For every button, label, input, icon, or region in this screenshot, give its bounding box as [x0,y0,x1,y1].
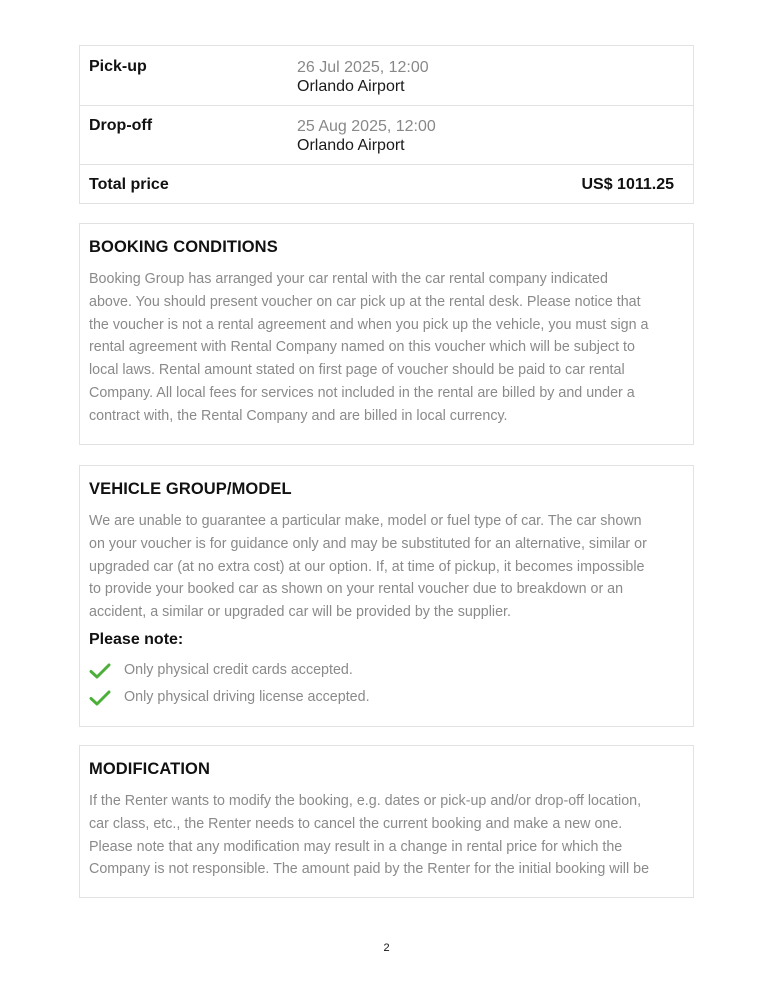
paragraph-line: Company. All local fees for services not included in the rental are billed by and under a [89,384,635,401]
dropoff-row [80,105,693,165]
paragraph-line: Company is not responsible. The amount paid by the Renter for the initial booking will be [89,861,650,878]
total-price-value: US$ 1011.25 [581,176,674,193]
page-number: 2 [383,942,390,954]
dropoff-location: Orlando Airport [297,137,405,154]
paragraph-line: We are unable to guarantee a particular make, model or fuel type of car. The car shown [89,513,642,529]
dropoff-label: Drop-off [89,117,153,134]
modification-text [89,790,689,881]
paragraph-line: Booking Group has arranged your car rental with the car rental company indicated [89,271,608,287]
total-price-row [80,164,693,204]
total-price-label: Total price [89,176,169,193]
modification-title: MODIFICATION [89,760,210,778]
paragraph-line: car class, etc., the Renter needs to cancel the current booking and make a new one. [89,815,623,832]
booking-conditions-section [79,223,694,445]
vehicle-group-title: VEHICLE GROUP/MODEL [89,480,292,498]
modification-section [79,745,694,898]
booking-summary-table [79,45,694,204]
pickup-label: Pick-up [89,58,147,75]
pickup-location: Orlando Airport [297,78,405,95]
paragraph-line: local laws. Rental amount stated on first page of voucher should be paid to car rental [89,362,625,379]
paragraph-line: above. You should present voucher on car pick up at the rental desk. Please notice that [89,293,641,310]
pickup-datetime: 26 Jul 2025, 12:00 [297,59,429,76]
paragraph-line: If the Renter wants to modify the booking, e.g. dates or pick-up and/or drop-off location, [89,793,642,809]
vehicle-group-text [89,510,689,624]
vehicle-group-section [79,465,694,727]
please-note-heading: Please note: [89,631,184,648]
check-icon [89,663,111,679]
paragraph-line: on your voucher is for guidance only and may be substituted for an alternative, similar or [89,535,647,552]
booking-conditions-title: BOOKING CONDITIONS [89,238,278,256]
paragraph-line: accident, a similar or upgraded car will be provided by the supplier. [89,604,511,621]
paragraph-line: rental agreement with Rental Company named on this voucher which will be subject to [89,339,635,356]
dropoff-datetime: 25 Aug 2025, 12:00 [297,118,436,135]
paragraph-line: the voucher is not a rental agreement and when you pick up the vehicle, you must sign a [89,316,649,333]
note-text: Only physical driving license accepted. [124,689,370,705]
paragraph-line: to provide your booked car as shown on your rental voucher due to breakdown or an [89,581,624,598]
note-text: Only physical credit cards accepted. [124,662,353,678]
check-icon [89,690,111,706]
note-item [89,688,489,710]
note-item [89,661,489,683]
paragraph-line: contract with, the Rental Company and are billed in local currency. [89,407,508,424]
paragraph-line: upgraded car (at no extra cost) at our option. If, at time of pickup, it becomes impossible [89,558,645,575]
paragraph-line: Please note that any modification may result in a change in rental price for which the [89,838,623,855]
pickup-row [80,46,693,106]
booking-conditions-text [89,268,689,428]
